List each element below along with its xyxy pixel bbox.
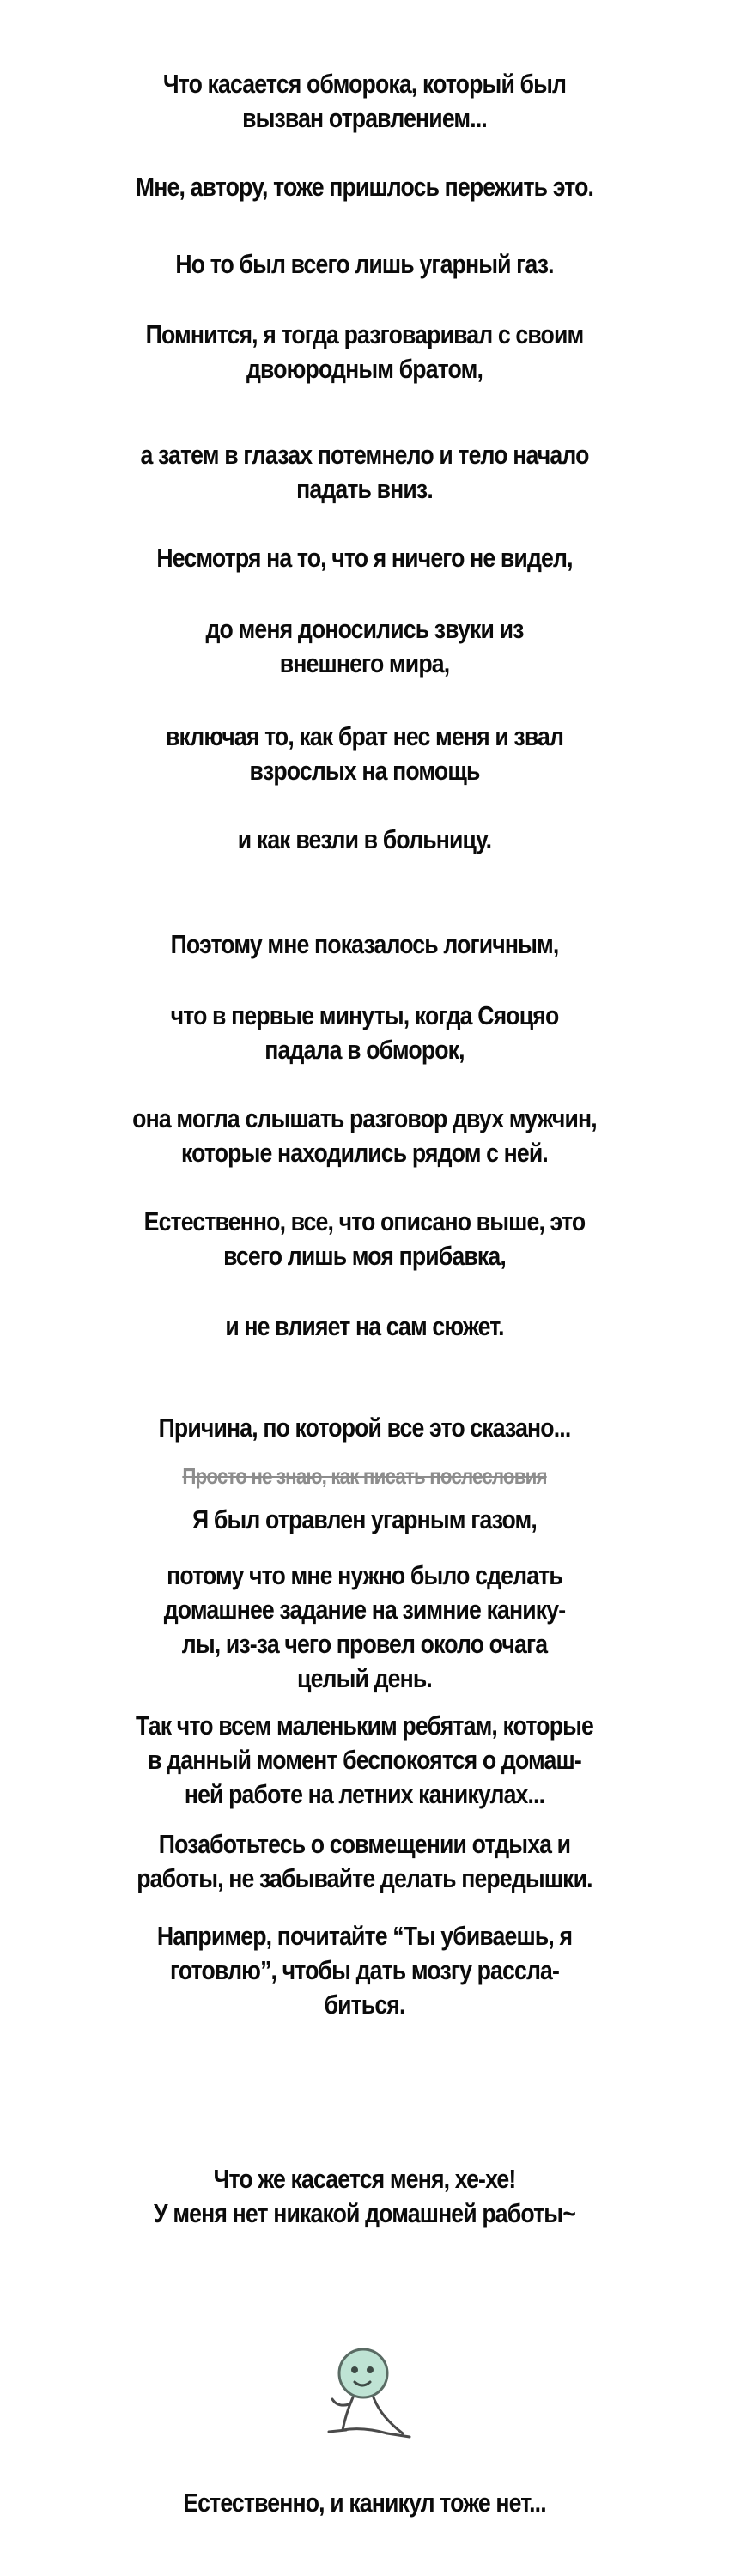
- text-block-7: [51, 612, 677, 681]
- text-line: Я был отравлен угарным газом,: [192, 1504, 537, 1534]
- text-line: и не влияет на сам сюжет.: [225, 1311, 504, 1341]
- text-block-21: [51, 1919, 677, 2022]
- text-block-4: [51, 318, 677, 386]
- text-line: Позаботьтесь о совмещении отдыха и: [158, 1829, 571, 1859]
- text-line: Например, почитайте “Ты убиваешь, я: [156, 1921, 573, 1951]
- text-line: Что же касается меня, хе-хе!: [213, 2164, 516, 2194]
- text-line: У меня нет никакой домашней работы~: [154, 2198, 575, 2228]
- text-line: Поэтому мне показалось логичным,: [170, 929, 559, 959]
- text-line: лы, из-за чего провел около очага: [181, 1629, 548, 1659]
- text-line: Несмотря на то, что я ничего не видел,: [156, 543, 573, 573]
- text-line: падала в обморок,: [264, 1035, 465, 1065]
- text-line: внешнего мира,: [279, 648, 450, 678]
- text-line: домашнее задание на зимние канику-: [163, 1595, 566, 1625]
- text-line: Что касается обморока, который был: [162, 69, 567, 99]
- text-line: Естественно, все, что описано выше, это: [143, 1206, 586, 1236]
- text-block-3: [51, 247, 677, 282]
- text-block-13: [51, 1205, 677, 1273]
- text-line: она могла слышать разговор двух мужчин,: [132, 1103, 597, 1133]
- text-line: Причина, по которой все это сказано...: [158, 1413, 571, 1443]
- text-block-10: [51, 927, 677, 962]
- text-block-11: [51, 999, 677, 1067]
- text-line: до меня доносились звуки из: [205, 614, 524, 644]
- text-line: двоюродным братом,: [246, 354, 483, 384]
- text-line: ней работе на летних каникулах...: [184, 1779, 545, 1809]
- text-line: Но то был всего лишь угарный газ.: [175, 249, 554, 279]
- text-block-9: [51, 823, 677, 857]
- text-line: Просто не знаю, как писать послесловия: [182, 1463, 547, 1489]
- text-line: всего лишь моя прибавка,: [223, 1241, 506, 1271]
- text-line: что в первые минуты, когда Сяоцяо: [170, 1000, 559, 1030]
- text-block-2: [51, 170, 677, 204]
- text-block-1: [51, 67, 677, 136]
- text-block-8: [51, 720, 677, 788]
- text-line: Так что всем маленьким ребятам, которые: [136, 1710, 593, 1741]
- text-block-22: [51, 2162, 677, 2231]
- mascot-icon: [320, 2344, 423, 2447]
- text-block-14: [51, 1309, 677, 1344]
- text-block-20: [51, 1827, 677, 1896]
- text-block-23: [51, 2486, 677, 2520]
- text-line: Естественно, и каникул тоже нет...: [183, 2488, 546, 2518]
- text-line: готовлю”, чтобы дать мозгу рассла-: [169, 1955, 560, 1985]
- text-line: потому что мне нужно было сделать: [167, 1560, 562, 1590]
- text-line: которые находились рядом с ней.: [181, 1138, 548, 1168]
- text-block-17: [51, 1503, 677, 1537]
- text-line: целый день.: [297, 1663, 432, 1693]
- text-block-15: [51, 1411, 677, 1445]
- text-line: биться.: [324, 1990, 405, 2020]
- text-block-19: [51, 1709, 677, 1812]
- text-line: работы, не забывайте делать передышки.: [137, 1863, 592, 1893]
- text-block-12: [51, 1102, 677, 1170]
- text-block-18: [51, 1558, 677, 1696]
- text-line: Помнится, я тогда разговаривал с своим: [145, 319, 584, 349]
- strikethrough-note: [51, 1461, 677, 1491]
- text-line: взрослых на помощь: [249, 756, 480, 786]
- text-line: вызван отравлением...: [242, 103, 487, 133]
- text-line: и как везли в больницу.: [237, 824, 492, 854]
- text-line: включая то, как брат нес меня и звал: [165, 721, 564, 751]
- text-block-5: [51, 438, 677, 507]
- text-line: а затем в глазах потемнело и тело начало: [140, 440, 589, 470]
- text-line: в данный момент беспокоятся о домаш-: [148, 1745, 581, 1775]
- text-line: падать вниз.: [296, 474, 433, 504]
- text-block-6: [51, 541, 677, 575]
- text-line: Мне, автору, тоже пришлось пережить это.: [135, 172, 594, 202]
